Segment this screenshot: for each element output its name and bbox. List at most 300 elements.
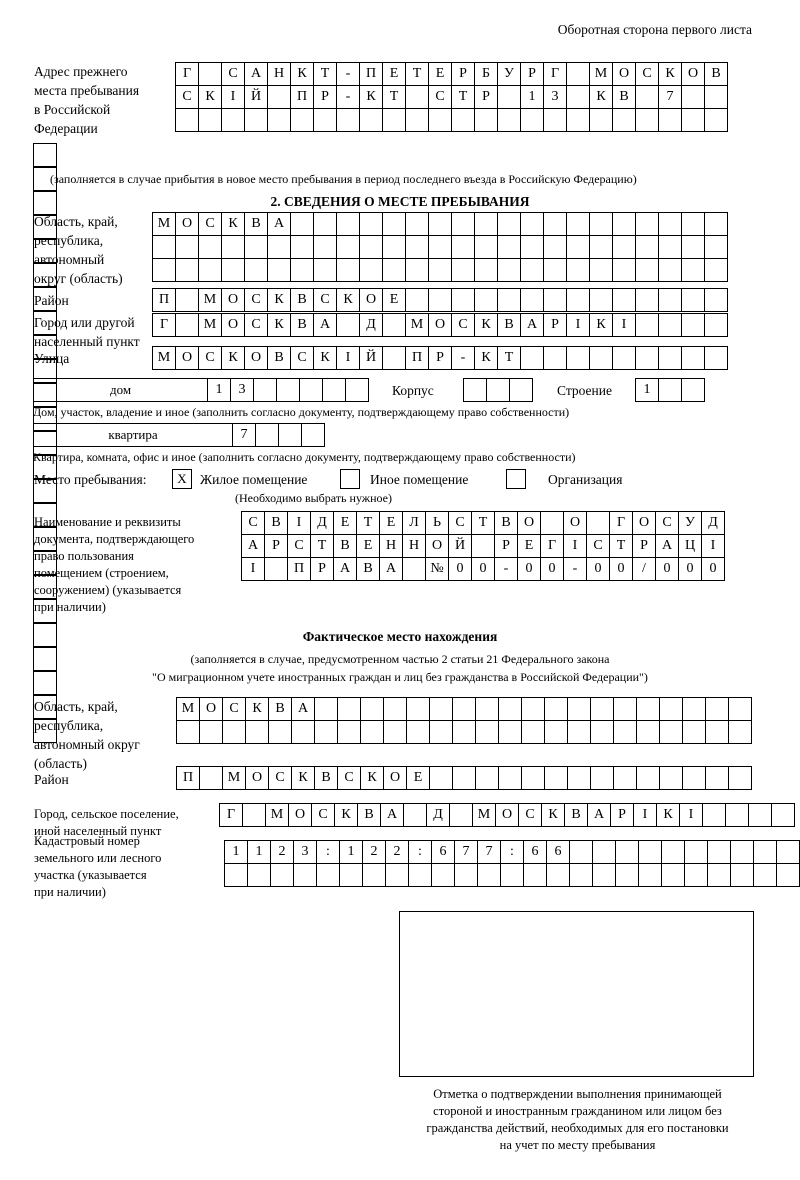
- form-cell[interactable]: [267, 85, 291, 109]
- form-cell[interactable]: [405, 258, 429, 282]
- form-cell[interactable]: [313, 212, 337, 236]
- prev-address-grid[interactable]: [175, 62, 727, 132]
- form-cell[interactable]: К: [198, 85, 222, 109]
- form-cell[interactable]: [383, 697, 407, 721]
- form-cell[interactable]: [497, 108, 521, 132]
- form-cell[interactable]: [268, 720, 292, 744]
- form-cell[interactable]: [592, 863, 616, 887]
- form-cell[interactable]: О: [612, 62, 636, 86]
- form-cell[interactable]: [638, 840, 662, 864]
- form-cell[interactable]: [497, 212, 521, 236]
- form-cell[interactable]: Т: [382, 85, 406, 109]
- form-cell[interactable]: [681, 235, 705, 259]
- document-grid[interactable]: [241, 511, 724, 581]
- form-cell[interactable]: [636, 720, 660, 744]
- form-cell[interactable]: О: [245, 766, 269, 790]
- form-cell[interactable]: [704, 288, 728, 312]
- form-cell[interactable]: Б: [474, 62, 498, 86]
- prev-address-row-1[interactable]: [175, 62, 727, 86]
- form-cell[interactable]: 0: [540, 557, 564, 581]
- form-cell[interactable]: І: [701, 534, 725, 558]
- form-cell[interactable]: 7: [658, 85, 682, 109]
- form-cell[interactable]: [452, 697, 476, 721]
- form-cell[interactable]: [612, 235, 636, 259]
- form-cell[interactable]: [704, 212, 728, 236]
- form-cell[interactable]: Л: [402, 511, 426, 535]
- form-cell[interactable]: №: [425, 557, 449, 581]
- form-cell[interactable]: С: [655, 511, 679, 535]
- form-cell[interactable]: К: [658, 62, 682, 86]
- form-cell[interactable]: [543, 258, 567, 282]
- form-cell[interactable]: [612, 108, 636, 132]
- form-cell[interactable]: [659, 720, 683, 744]
- form-cell[interactable]: [382, 346, 406, 370]
- form-cell[interactable]: [267, 108, 291, 132]
- form-cell[interactable]: А: [241, 534, 265, 558]
- form-cell[interactable]: 0: [701, 557, 725, 581]
- form-cell[interactable]: [730, 863, 754, 887]
- form-cell[interactable]: О: [681, 62, 705, 86]
- form-cell[interactable]: С: [268, 766, 292, 790]
- form-cell[interactable]: К: [291, 766, 315, 790]
- form-cell[interactable]: М: [176, 697, 200, 721]
- form-cell[interactable]: Д: [701, 511, 725, 535]
- form-cell[interactable]: 1: [339, 840, 363, 864]
- form-cell[interactable]: /: [632, 557, 656, 581]
- form-cell[interactable]: [705, 720, 729, 744]
- form-cell[interactable]: [705, 766, 729, 790]
- form-cell[interactable]: І: [612, 313, 636, 337]
- form-cell[interactable]: О: [425, 534, 449, 558]
- form-cell[interactable]: [658, 288, 682, 312]
- form-cell[interactable]: В: [314, 766, 338, 790]
- city2-row[interactable]: [219, 803, 794, 827]
- form-cell[interactable]: [497, 288, 521, 312]
- form-cell[interactable]: [684, 863, 708, 887]
- form-cell[interactable]: [474, 212, 498, 236]
- form-cell[interactable]: К: [359, 85, 383, 109]
- form-cell[interactable]: В: [333, 534, 357, 558]
- form-cell[interactable]: І: [336, 346, 360, 370]
- form-cell[interactable]: 2: [362, 840, 386, 864]
- form-cell[interactable]: [336, 313, 360, 337]
- form-cell[interactable]: П: [152, 288, 176, 312]
- form-cell[interactable]: [520, 258, 544, 282]
- form-cell[interactable]: [337, 697, 361, 721]
- form-cell[interactable]: [359, 235, 383, 259]
- form-cell[interactable]: В: [290, 313, 314, 337]
- form-cell[interactable]: [382, 258, 406, 282]
- form-cell[interactable]: [586, 511, 610, 535]
- form-cell[interactable]: [175, 288, 199, 312]
- form-cell[interactable]: Т: [497, 346, 521, 370]
- form-cell[interactable]: А: [291, 697, 315, 721]
- form-cell[interactable]: [345, 378, 369, 402]
- stroenie-cells[interactable]: [635, 378, 704, 402]
- form-cell[interactable]: [382, 212, 406, 236]
- form-cell[interactable]: [543, 346, 567, 370]
- form-cell[interactable]: П: [287, 557, 311, 581]
- form-cell[interactable]: 0: [448, 557, 472, 581]
- form-cell[interactable]: [728, 720, 752, 744]
- form-cell[interactable]: [590, 766, 614, 790]
- form-cell[interactable]: [635, 85, 659, 109]
- form-cell[interactable]: Е: [382, 62, 406, 86]
- form-cell[interactable]: [408, 863, 432, 887]
- form-cell[interactable]: -: [336, 85, 360, 109]
- form-cell[interactable]: -: [451, 346, 475, 370]
- form-cell[interactable]: [383, 720, 407, 744]
- form-cell[interactable]: С: [428, 85, 452, 109]
- form-cell[interactable]: [245, 720, 269, 744]
- form-cell[interactable]: [428, 288, 452, 312]
- form-cell[interactable]: О: [175, 346, 199, 370]
- form-cell[interactable]: [428, 235, 452, 259]
- form-cell[interactable]: О: [517, 511, 541, 535]
- form-cell[interactable]: [730, 840, 754, 864]
- form-cell[interactable]: [661, 863, 685, 887]
- form-cell[interactable]: [175, 258, 199, 282]
- form-cell[interactable]: [301, 423, 325, 447]
- form-cell[interactable]: О: [495, 803, 519, 827]
- form-cell[interactable]: [452, 720, 476, 744]
- region-grid[interactable]: [152, 212, 727, 282]
- form-cell[interactable]: [198, 62, 222, 86]
- form-cell[interactable]: [753, 840, 777, 864]
- form-cell[interactable]: [299, 378, 323, 402]
- form-cell[interactable]: [661, 840, 685, 864]
- form-cell[interactable]: [405, 212, 429, 236]
- form-cell[interactable]: [244, 108, 268, 132]
- form-cell[interactable]: [176, 720, 200, 744]
- form-cell[interactable]: [566, 85, 590, 109]
- form-cell[interactable]: П: [176, 766, 200, 790]
- form-cell[interactable]: [221, 108, 245, 132]
- form-cell[interactable]: [567, 766, 591, 790]
- form-cell[interactable]: В: [497, 313, 521, 337]
- form-cell[interactable]: Д: [310, 511, 334, 535]
- form-cell[interactable]: [704, 85, 728, 109]
- form-cell[interactable]: П: [290, 85, 314, 109]
- form-cell[interactable]: [681, 288, 705, 312]
- form-cell[interactable]: [636, 766, 660, 790]
- region-row-1[interactable]: [152, 212, 727, 236]
- form-cell[interactable]: 0: [471, 557, 495, 581]
- form-cell[interactable]: [359, 212, 383, 236]
- form-cell[interactable]: [253, 378, 277, 402]
- form-cell[interactable]: [497, 85, 521, 109]
- form-cell[interactable]: [615, 840, 639, 864]
- form-cell[interactable]: [360, 720, 384, 744]
- form-cell[interactable]: 7: [477, 840, 501, 864]
- form-cell[interactable]: [337, 720, 361, 744]
- form-cell[interactable]: К: [313, 346, 337, 370]
- form-cell[interactable]: К: [541, 803, 565, 827]
- form-cell[interactable]: [221, 235, 245, 259]
- form-cell[interactable]: С: [518, 803, 542, 827]
- form-cell[interactable]: Р: [632, 534, 656, 558]
- region-row-3[interactable]: [152, 258, 727, 282]
- form-cell[interactable]: С: [311, 803, 335, 827]
- form-cell[interactable]: [521, 697, 545, 721]
- form-cell[interactable]: [382, 235, 406, 259]
- form-cell[interactable]: [615, 863, 639, 887]
- form-cell[interactable]: В: [268, 697, 292, 721]
- form-cell[interactable]: А: [655, 534, 679, 558]
- city-grid[interactable]: [152, 313, 727, 337]
- form-cell[interactable]: К: [267, 313, 291, 337]
- form-cell[interactable]: Й: [244, 85, 268, 109]
- form-cell[interactable]: Р: [310, 557, 334, 581]
- form-cell[interactable]: С: [448, 511, 472, 535]
- form-cell[interactable]: М: [198, 313, 222, 337]
- form-cell[interactable]: [681, 258, 705, 282]
- form-cell[interactable]: [498, 766, 522, 790]
- form-cell[interactable]: [175, 108, 199, 132]
- form-cell[interactable]: [592, 840, 616, 864]
- form-cell[interactable]: Р: [610, 803, 634, 827]
- form-cell[interactable]: Т: [471, 511, 495, 535]
- form-cell[interactable]: 6: [523, 840, 547, 864]
- form-cell[interactable]: [451, 258, 475, 282]
- form-cell[interactable]: Г: [175, 62, 199, 86]
- form-cell[interactable]: [566, 235, 590, 259]
- form-cell[interactable]: [451, 212, 475, 236]
- form-cell[interactable]: [704, 313, 728, 337]
- form-cell[interactable]: 6: [546, 840, 570, 864]
- form-cell[interactable]: В: [612, 85, 636, 109]
- form-cell[interactable]: О: [288, 803, 312, 827]
- form-cell[interactable]: [474, 288, 498, 312]
- form-cell[interactable]: [569, 840, 593, 864]
- form-cell[interactable]: С: [451, 313, 475, 337]
- form-cell[interactable]: [684, 840, 708, 864]
- form-cell[interactable]: [658, 212, 682, 236]
- form-cell[interactable]: К: [474, 346, 498, 370]
- region2-row-2[interactable]: [176, 720, 751, 744]
- prev-address-row-2[interactable]: [175, 85, 727, 109]
- place-type-checkbox-inoe[interactable]: [340, 469, 360, 489]
- form-cell[interactable]: С: [175, 85, 199, 109]
- form-cell[interactable]: [520, 288, 544, 312]
- form-cell[interactable]: [278, 423, 302, 447]
- cadastral-row-1[interactable]: [224, 840, 799, 864]
- form-cell[interactable]: Г: [152, 313, 176, 337]
- form-cell[interactable]: Е: [379, 511, 403, 535]
- form-cell[interactable]: [635, 258, 659, 282]
- form-cell[interactable]: [359, 258, 383, 282]
- form-cell[interactable]: [566, 346, 590, 370]
- cadastral-row-2[interactable]: [224, 863, 799, 887]
- form-cell[interactable]: [405, 85, 429, 109]
- form-cell[interactable]: М: [589, 62, 613, 86]
- form-cell[interactable]: [475, 720, 499, 744]
- form-cell[interactable]: 1: [207, 378, 231, 402]
- form-cell[interactable]: Р: [494, 534, 518, 558]
- form-cell[interactable]: [682, 697, 706, 721]
- form-cell[interactable]: [682, 720, 706, 744]
- form-cell[interactable]: І: [563, 534, 587, 558]
- form-cell[interactable]: [198, 108, 222, 132]
- form-cell[interactable]: [198, 235, 222, 259]
- form-cell[interactable]: С: [313, 288, 337, 312]
- form-cell[interactable]: [406, 720, 430, 744]
- form-cell[interactable]: [776, 863, 800, 887]
- form-cell[interactable]: 3: [293, 840, 317, 864]
- form-cell[interactable]: [405, 235, 429, 259]
- form-cell[interactable]: [659, 766, 683, 790]
- form-cell[interactable]: [707, 840, 731, 864]
- form-cell[interactable]: В: [564, 803, 588, 827]
- form-cell[interactable]: Н: [402, 534, 426, 558]
- form-cell[interactable]: [498, 720, 522, 744]
- form-cell[interactable]: Е: [333, 511, 357, 535]
- form-cell[interactable]: К: [589, 313, 613, 337]
- form-cell[interactable]: [451, 235, 475, 259]
- form-cell[interactable]: І: [221, 85, 245, 109]
- form-cell[interactable]: С: [337, 766, 361, 790]
- form-cell[interactable]: К: [221, 212, 245, 236]
- form-cell[interactable]: [748, 803, 772, 827]
- form-cell[interactable]: А: [587, 803, 611, 827]
- form-cell[interactable]: [336, 258, 360, 282]
- form-cell[interactable]: 0: [678, 557, 702, 581]
- form-cell[interactable]: К: [360, 766, 384, 790]
- form-cell[interactable]: [704, 258, 728, 282]
- form-cell[interactable]: [725, 803, 749, 827]
- form-cell[interactable]: С: [198, 212, 222, 236]
- form-cell[interactable]: Е: [428, 62, 452, 86]
- form-cell[interactable]: [613, 697, 637, 721]
- form-cell[interactable]: [544, 720, 568, 744]
- form-cell[interactable]: [544, 697, 568, 721]
- form-cell[interactable]: [267, 235, 291, 259]
- form-cell[interactable]: А: [380, 803, 404, 827]
- form-cell[interactable]: Т: [313, 62, 337, 86]
- form-cell[interactable]: [566, 62, 590, 86]
- form-cell[interactable]: [405, 288, 429, 312]
- form-cell[interactable]: М: [472, 803, 496, 827]
- form-cell[interactable]: [704, 346, 728, 370]
- form-cell[interactable]: :: [500, 840, 524, 864]
- form-cell[interactable]: [509, 378, 533, 402]
- form-cell[interactable]: К: [474, 313, 498, 337]
- district2-row[interactable]: [176, 766, 751, 790]
- form-cell[interactable]: [290, 258, 314, 282]
- form-cell[interactable]: [635, 288, 659, 312]
- region-row-2[interactable]: [152, 235, 727, 259]
- form-cell[interactable]: [567, 697, 591, 721]
- form-cell[interactable]: [635, 212, 659, 236]
- form-cell[interactable]: Т: [310, 534, 334, 558]
- form-cell[interactable]: [267, 258, 291, 282]
- form-cell[interactable]: [681, 378, 705, 402]
- form-cell[interactable]: [681, 313, 705, 337]
- form-cell[interactable]: [543, 288, 567, 312]
- korpus-cells[interactable]: [463, 378, 532, 402]
- form-cell[interactable]: 1: [520, 85, 544, 109]
- form-cell[interactable]: П: [405, 346, 429, 370]
- form-cell[interactable]: Р: [264, 534, 288, 558]
- form-cell[interactable]: [636, 697, 660, 721]
- stamp-box[interactable]: [399, 911, 754, 1077]
- form-cell[interactable]: [290, 235, 314, 259]
- form-cell[interactable]: [540, 511, 564, 535]
- form-cell[interactable]: [406, 697, 430, 721]
- form-cell[interactable]: [612, 288, 636, 312]
- form-cell[interactable]: [566, 108, 590, 132]
- form-cell[interactable]: І: [633, 803, 657, 827]
- form-cell[interactable]: К: [589, 85, 613, 109]
- cadastral-grid[interactable]: [224, 840, 799, 887]
- form-cell[interactable]: [520, 346, 544, 370]
- form-cell[interactable]: [658, 313, 682, 337]
- form-cell[interactable]: К: [334, 803, 358, 827]
- form-cell[interactable]: Р: [451, 62, 475, 86]
- form-cell[interactable]: :: [408, 840, 432, 864]
- form-cell[interactable]: [247, 863, 271, 887]
- form-cell[interactable]: [264, 557, 288, 581]
- form-cell[interactable]: М: [152, 346, 176, 370]
- form-cell[interactable]: [500, 863, 524, 887]
- form-cell[interactable]: [682, 766, 706, 790]
- form-cell[interactable]: М: [405, 313, 429, 337]
- form-cell[interactable]: [276, 378, 300, 402]
- city2-grid[interactable]: [219, 803, 794, 827]
- form-cell[interactable]: С: [635, 62, 659, 86]
- form-cell[interactable]: [566, 258, 590, 282]
- form-cell[interactable]: А: [520, 313, 544, 337]
- form-cell[interactable]: С: [290, 346, 314, 370]
- form-cell[interactable]: В: [244, 212, 268, 236]
- form-cell[interactable]: [199, 720, 223, 744]
- form-cell[interactable]: 2: [270, 840, 294, 864]
- form-cell[interactable]: [523, 863, 547, 887]
- form-cell[interactable]: 6: [431, 840, 455, 864]
- form-cell[interactable]: [589, 258, 613, 282]
- form-cell[interactable]: [152, 235, 176, 259]
- form-cell[interactable]: Р: [520, 62, 544, 86]
- form-cell[interactable]: С: [244, 288, 268, 312]
- form-cell[interactable]: [449, 803, 473, 827]
- form-cell[interactable]: [431, 863, 455, 887]
- form-cell[interactable]: [498, 697, 522, 721]
- form-cell[interactable]: [198, 258, 222, 282]
- form-cell[interactable]: [222, 720, 246, 744]
- form-cell[interactable]: І: [287, 511, 311, 535]
- place-type-checkbox-zhiloe[interactable]: Х: [172, 469, 192, 489]
- form-cell[interactable]: У: [678, 511, 702, 535]
- form-cell[interactable]: 1: [224, 840, 248, 864]
- form-cell[interactable]: С: [222, 697, 246, 721]
- street-row[interactable]: [152, 346, 727, 370]
- form-cell[interactable]: О: [359, 288, 383, 312]
- form-cell[interactable]: [224, 863, 248, 887]
- form-cell[interactable]: В: [264, 511, 288, 535]
- form-cell[interactable]: [313, 235, 337, 259]
- form-cell[interactable]: В: [356, 557, 380, 581]
- form-cell[interactable]: [244, 258, 268, 282]
- form-cell[interactable]: [474, 235, 498, 259]
- form-cell[interactable]: [520, 212, 544, 236]
- form-cell[interactable]: [658, 346, 682, 370]
- form-cell[interactable]: Т: [405, 62, 429, 86]
- form-cell[interactable]: О: [221, 313, 245, 337]
- form-cell[interactable]: [590, 720, 614, 744]
- form-cell[interactable]: [403, 803, 427, 827]
- form-cell[interactable]: [681, 108, 705, 132]
- form-cell[interactable]: В: [494, 511, 518, 535]
